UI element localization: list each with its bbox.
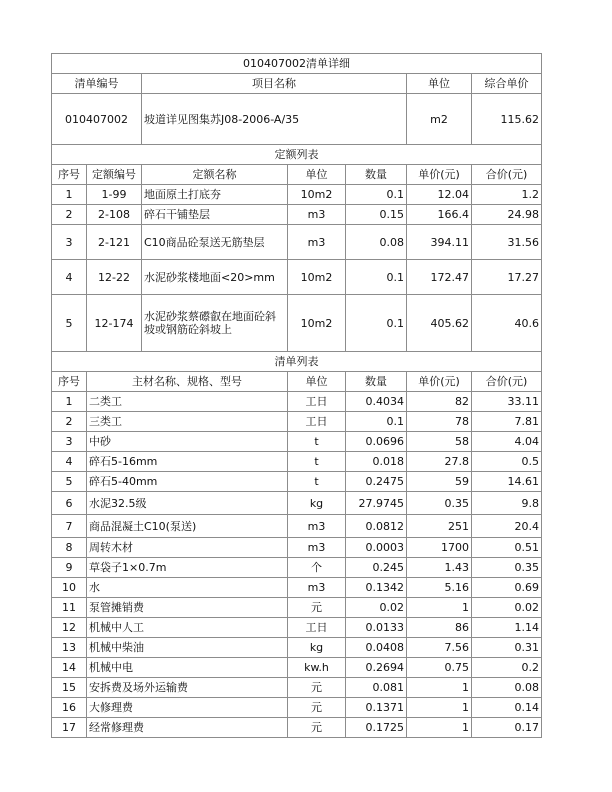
material-total: 0.17: [472, 718, 542, 738]
material-section-title: 清单列表: [52, 352, 542, 372]
material-price: 1700: [407, 538, 472, 558]
quota-qty: 0.08: [346, 225, 407, 260]
material-no: 4: [52, 452, 87, 472]
material-row: [52, 618, 542, 638]
material-qty: 0.245: [346, 558, 407, 578]
material-price: 251: [407, 515, 472, 538]
material-total: 0.69: [472, 578, 542, 598]
material-price: 5.16: [407, 578, 472, 598]
material-unit: 元: [288, 698, 346, 718]
material-name: 周转木材: [87, 538, 288, 558]
material-no: 8: [52, 538, 87, 558]
quota-code: 12-174: [87, 295, 142, 352]
material-name: 安拆费及场外运输费: [87, 678, 288, 698]
quota-no: 3: [52, 225, 87, 260]
material-qty: 0.1342: [346, 578, 407, 598]
material-unit: 工日: [288, 412, 346, 432]
material-no: 3: [52, 432, 87, 452]
material-qty: 0.0696: [346, 432, 407, 452]
material-price: 27.8: [407, 452, 472, 472]
material-unit: 工日: [288, 392, 346, 412]
material-price: 78: [407, 412, 472, 432]
material-unit: m3: [288, 578, 346, 598]
material-unit: t: [288, 432, 346, 452]
bill-detail-table: [51, 53, 542, 738]
material-qty: 27.9745: [346, 492, 407, 515]
material-header-row: [52, 372, 542, 392]
material-row: [52, 558, 542, 578]
material-qty: 0.018: [346, 452, 407, 472]
quota-header-unit: 单位: [288, 165, 346, 185]
material-row: [52, 718, 542, 738]
material-no: 5: [52, 472, 87, 492]
material-price: 82: [407, 392, 472, 412]
material-price: 0.35: [407, 492, 472, 515]
material-total: 0.31: [472, 638, 542, 658]
material-price: 86: [407, 618, 472, 638]
quota-no: 1: [52, 185, 87, 205]
material-name: 中砂: [87, 432, 288, 452]
material-unit: t: [288, 452, 346, 472]
material-price: 7.56: [407, 638, 472, 658]
material-total: 0.2: [472, 658, 542, 678]
material-row: [52, 598, 542, 618]
summary-name: 坡道详见图集苏J08-2006-A/35: [142, 94, 407, 145]
material-total: 14.61: [472, 472, 542, 492]
summary-header-unit: 单位: [407, 74, 472, 94]
material-no: 15: [52, 678, 87, 698]
quota-no: 4: [52, 260, 87, 295]
material-row: [52, 638, 542, 658]
material-qty: 0.1725: [346, 718, 407, 738]
quota-code: 12-22: [87, 260, 142, 295]
material-unit: kg: [288, 638, 346, 658]
material-row: [52, 492, 542, 515]
material-name: 机械中柴油: [87, 638, 288, 658]
material-name: 水泥32.5级: [87, 492, 288, 515]
material-qty: 0.081: [346, 678, 407, 698]
material-no: 10: [52, 578, 87, 598]
material-name: 商品混凝土C10(泵送): [87, 515, 288, 538]
summary-unit: m2: [407, 94, 472, 145]
material-unit: 元: [288, 598, 346, 618]
quota-qty: 0.15: [346, 205, 407, 225]
material-header-qty: 数量: [346, 372, 407, 392]
quota-no: 5: [52, 295, 87, 352]
quota-header-name: 定额名称: [142, 165, 288, 185]
material-no: 17: [52, 718, 87, 738]
material-qty: 0.0408: [346, 638, 407, 658]
material-qty: 0.0133: [346, 618, 407, 638]
material-row: [52, 658, 542, 678]
summary-header-price: 综合单价: [472, 74, 542, 94]
material-total: 33.11: [472, 392, 542, 412]
summary-header-name: 项目名称: [142, 74, 407, 94]
material-price: 1.43: [407, 558, 472, 578]
summary-price: 115.62: [472, 94, 542, 145]
table-title: 010407002清单详细: [52, 54, 542, 74]
material-total: 0.5: [472, 452, 542, 472]
material-qty: 0.4034: [346, 392, 407, 412]
quota-code: 2-121: [87, 225, 142, 260]
material-no: 14: [52, 658, 87, 678]
material-row: [52, 515, 542, 538]
material-qty: 0.1371: [346, 698, 407, 718]
quota-name: 碎石干铺垫层: [142, 205, 288, 225]
material-name: 机械中人工: [87, 618, 288, 638]
quota-row: [52, 295, 542, 352]
quota-price: 405.62: [407, 295, 472, 352]
material-price: 1: [407, 698, 472, 718]
quota-unit: 10m2: [288, 295, 346, 352]
quota-price: 394.11: [407, 225, 472, 260]
material-unit: 个: [288, 558, 346, 578]
material-name: 水: [87, 578, 288, 598]
material-qty: 0.2475: [346, 472, 407, 492]
material-no: 12: [52, 618, 87, 638]
quota-qty: 0.1: [346, 185, 407, 205]
quota-code: 1-99: [87, 185, 142, 205]
quota-header-code: 定额编号: [87, 165, 142, 185]
quota-unit: 10m2: [288, 260, 346, 295]
material-no: 11: [52, 598, 87, 618]
quota-qty: 0.1: [346, 260, 407, 295]
material-name: 泵管摊销费: [87, 598, 288, 618]
quota-name: C10商品砼泵送无筋垫层: [142, 225, 288, 260]
material-row: [52, 432, 542, 452]
material-row: [52, 412, 542, 432]
material-name: 机械中电: [87, 658, 288, 678]
material-name: 草袋子1×0.7m: [87, 558, 288, 578]
quota-header-total: 合价(元): [472, 165, 542, 185]
quota-unit: m3: [288, 205, 346, 225]
material-no: 1: [52, 392, 87, 412]
quota-price: 166.4: [407, 205, 472, 225]
material-total: 0.08: [472, 678, 542, 698]
material-row: [52, 452, 542, 472]
quota-code: 2-108: [87, 205, 142, 225]
quota-total: 1.2: [472, 185, 542, 205]
material-name: 经常修理费: [87, 718, 288, 738]
material-name: 大修理费: [87, 698, 288, 718]
quota-total: 40.6: [472, 295, 542, 352]
material-unit: m3: [288, 515, 346, 538]
material-header-name: 主材名称、规格、型号: [87, 372, 288, 392]
quota-row: [52, 225, 542, 260]
material-qty: 0.0003: [346, 538, 407, 558]
material-total: 7.81: [472, 412, 542, 432]
quota-qty: 0.1: [346, 295, 407, 352]
material-row: [52, 578, 542, 598]
material-header-total: 合价(元): [472, 372, 542, 392]
quota-row: [52, 205, 542, 225]
material-qty: 0.02: [346, 598, 407, 618]
material-total: 20.4: [472, 515, 542, 538]
material-total: 4.04: [472, 432, 542, 452]
material-no: 13: [52, 638, 87, 658]
material-no: 9: [52, 558, 87, 578]
material-price: 59: [407, 472, 472, 492]
material-qty: 0.0812: [346, 515, 407, 538]
quota-row: [52, 185, 542, 205]
quota-name: 水泥砂浆楼地面<20>mm: [142, 260, 288, 295]
material-row: [52, 392, 542, 412]
quota-unit: m3: [288, 225, 346, 260]
material-unit: t: [288, 472, 346, 492]
material-no: 2: [52, 412, 87, 432]
material-row: [52, 698, 542, 718]
quota-header-price: 单价(元): [407, 165, 472, 185]
material-qty: 0.2694: [346, 658, 407, 678]
material-total: 0.51: [472, 538, 542, 558]
quota-price: 12.04: [407, 185, 472, 205]
material-price: 58: [407, 432, 472, 452]
quota-header-no: 序号: [52, 165, 87, 185]
material-name: 三类工: [87, 412, 288, 432]
material-price: 1: [407, 678, 472, 698]
material-total: 9.8: [472, 492, 542, 515]
material-unit: kw.h: [288, 658, 346, 678]
quota-total: 17.27: [472, 260, 542, 295]
material-name: 碎石5-40mm: [87, 472, 288, 492]
summary-code: 010407002: [52, 94, 142, 145]
material-total: 0.35: [472, 558, 542, 578]
material-price: 0.75: [407, 658, 472, 678]
quota-name: 地面原土打底夯: [142, 185, 288, 205]
material-unit: m3: [288, 538, 346, 558]
quota-total: 31.56: [472, 225, 542, 260]
material-total: 0.02: [472, 598, 542, 618]
material-no: 6: [52, 492, 87, 515]
quota-header-row: [52, 165, 542, 185]
material-qty: 0.1: [346, 412, 407, 432]
material-header-unit: 单位: [288, 372, 346, 392]
quota-no: 2: [52, 205, 87, 225]
material-no: 7: [52, 515, 87, 538]
material-unit: 元: [288, 718, 346, 738]
material-unit: 工日: [288, 618, 346, 638]
quota-price: 172.47: [407, 260, 472, 295]
material-header-no: 序号: [52, 372, 87, 392]
quota-header-qty: 数量: [346, 165, 407, 185]
quota-row: [52, 260, 542, 295]
material-name: 二类工: [87, 392, 288, 412]
material-unit: kg: [288, 492, 346, 515]
quota-name: 水泥砂浆蔡礤叡在地面砼斜坡或钢筋砼斜坡上: [142, 295, 288, 352]
material-row: [52, 678, 542, 698]
material-price: 1: [407, 718, 472, 738]
summary-header-code: 清单编号: [52, 74, 142, 94]
material-unit: 元: [288, 678, 346, 698]
material-total: 0.14: [472, 698, 542, 718]
quota-total: 24.98: [472, 205, 542, 225]
material-name: 碎石5-16mm: [87, 452, 288, 472]
quota-unit: 10m2: [288, 185, 346, 205]
material-header-price: 单价(元): [407, 372, 472, 392]
quota-section-title: 定额列表: [52, 145, 542, 165]
material-total: 1.14: [472, 618, 542, 638]
material-no: 16: [52, 698, 87, 718]
material-row: [52, 538, 542, 558]
material-row: [52, 472, 542, 492]
material-price: 1: [407, 598, 472, 618]
